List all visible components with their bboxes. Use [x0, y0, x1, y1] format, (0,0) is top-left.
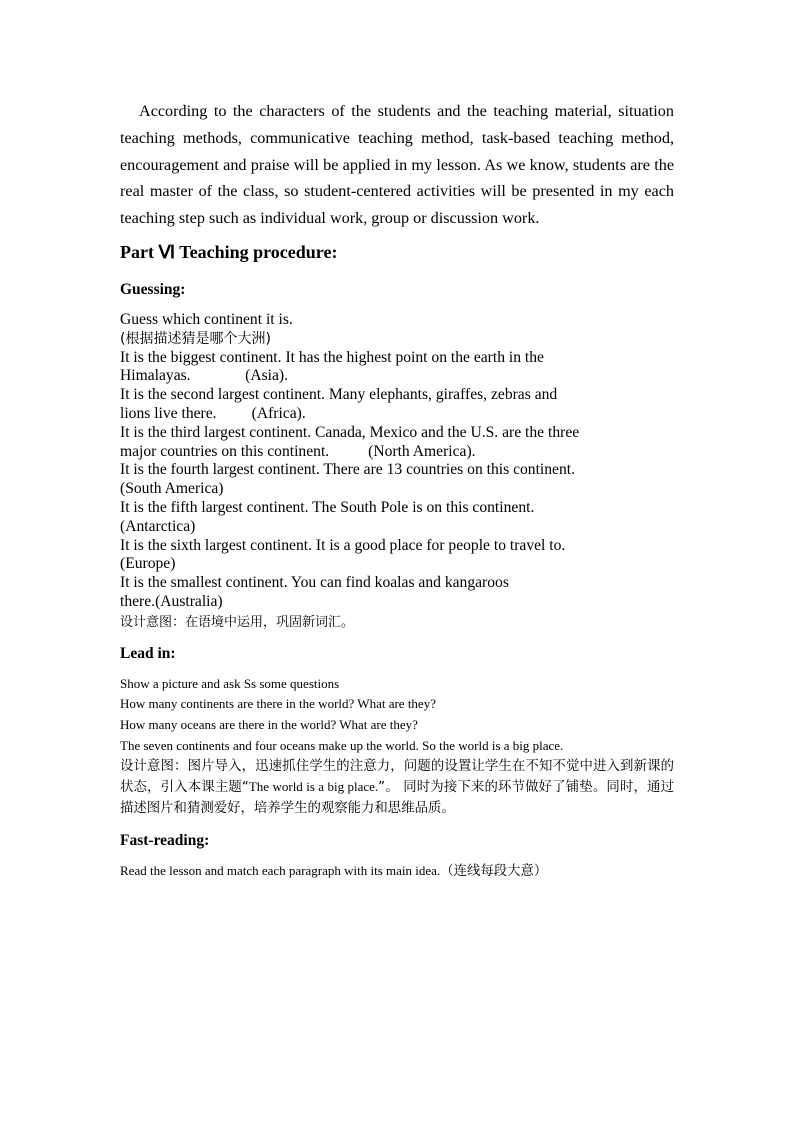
- guessing-block: [120, 311, 674, 612]
- guess-line: (Europe): [120, 555, 176, 573]
- guess-line: It is the sixth largest continent. It is a good place for people to travel to.: [120, 536, 566, 554]
- guess-line: (根据描述猜是哪个大洲): [120, 330, 271, 347]
- lead-in-design-intent: [120, 757, 674, 820]
- guess-line: It is the fifth largest continent. The South Pole is on this continent.: [120, 498, 535, 516]
- guess-line: (Antarctica): [120, 517, 196, 535]
- lead-in-line: How many continents are there in the world? What are they?: [120, 696, 436, 712]
- lead-in-line: Show a picture and ask Ss some questions: [120, 675, 340, 691]
- design-intent-text: ”。 同时为接下来的环节做好了铺垫。同时，通过描述图片和猜测爱好，培养学生的观察能力和思维品质。: [120, 780, 674, 816]
- lead-in-line: The seven continents and four oceans make up the world. So the world is a big place.: [120, 737, 564, 753]
- lead-in-line: How many oceans are there in the world? What are they?: [120, 717, 418, 733]
- fast-reading-cn: （连线每段大意）: [440, 864, 548, 880]
- lead-in-heading: Lead in:: [120, 644, 176, 662]
- guessing-heading: Guessing:: [120, 280, 186, 298]
- guess-line: lions live there. (Africa).: [120, 404, 306, 422]
- guess-line: there.(Australia): [120, 592, 223, 610]
- guess-line: It is the third largest continent. Canada, Mexico and the U.S. are the three: [120, 423, 580, 441]
- intro-paragraph: According to the characters of the students and the teaching material, situation teaching methods, communicative teaching method, task-based teaching method, encouragement and praise will be applied in my lesson. As we know, students are the real master of the class, so student-centered activities will be presented in my each teaching step such as individual work, group or discussion work.: [120, 102, 674, 228]
- lead-in-block: [120, 674, 674, 819]
- guess-line: Guess which continent it is.: [120, 310, 293, 328]
- guess-line: (South America): [120, 480, 224, 498]
- part-heading: Part Ⅵ Teaching procedure:: [120, 241, 338, 262]
- fast-reading-text: Read the lesson and match each paragraph with its main idea.: [120, 863, 441, 879]
- guess-line: It is the second largest continent. Many elephants, giraffes, zebras and: [120, 386, 558, 404]
- design-intent-text: 设计意图：图片导入，迅速抓住学生的注意力，问题的设置让学生在不知不觉中进入到新课的状态，引入本课主题“: [120, 758, 674, 796]
- guessing-design-intent: 设计意图：在语境中运用，巩固新词汇。: [120, 614, 355, 630]
- fast-reading-heading: Fast-reading:: [120, 832, 210, 850]
- fast-reading-line: [120, 861, 674, 883]
- design-intent-quote: The world is a big place.: [248, 779, 379, 795]
- guess-line: It is the fourth largest continent. There are 13 countries on this continent.: [120, 461, 575, 479]
- document-page: [120, 98, 674, 883]
- guess-line: major countries on this continent. (North America).: [120, 442, 476, 460]
- guess-line: It is the biggest continent. It has the highest point on the earth in the: [120, 348, 544, 366]
- guess-line: Himalayas. (Asia).: [120, 367, 289, 385]
- guess-line: It is the smallest continent. You can find koalas and kangaroos: [120, 574, 509, 592]
